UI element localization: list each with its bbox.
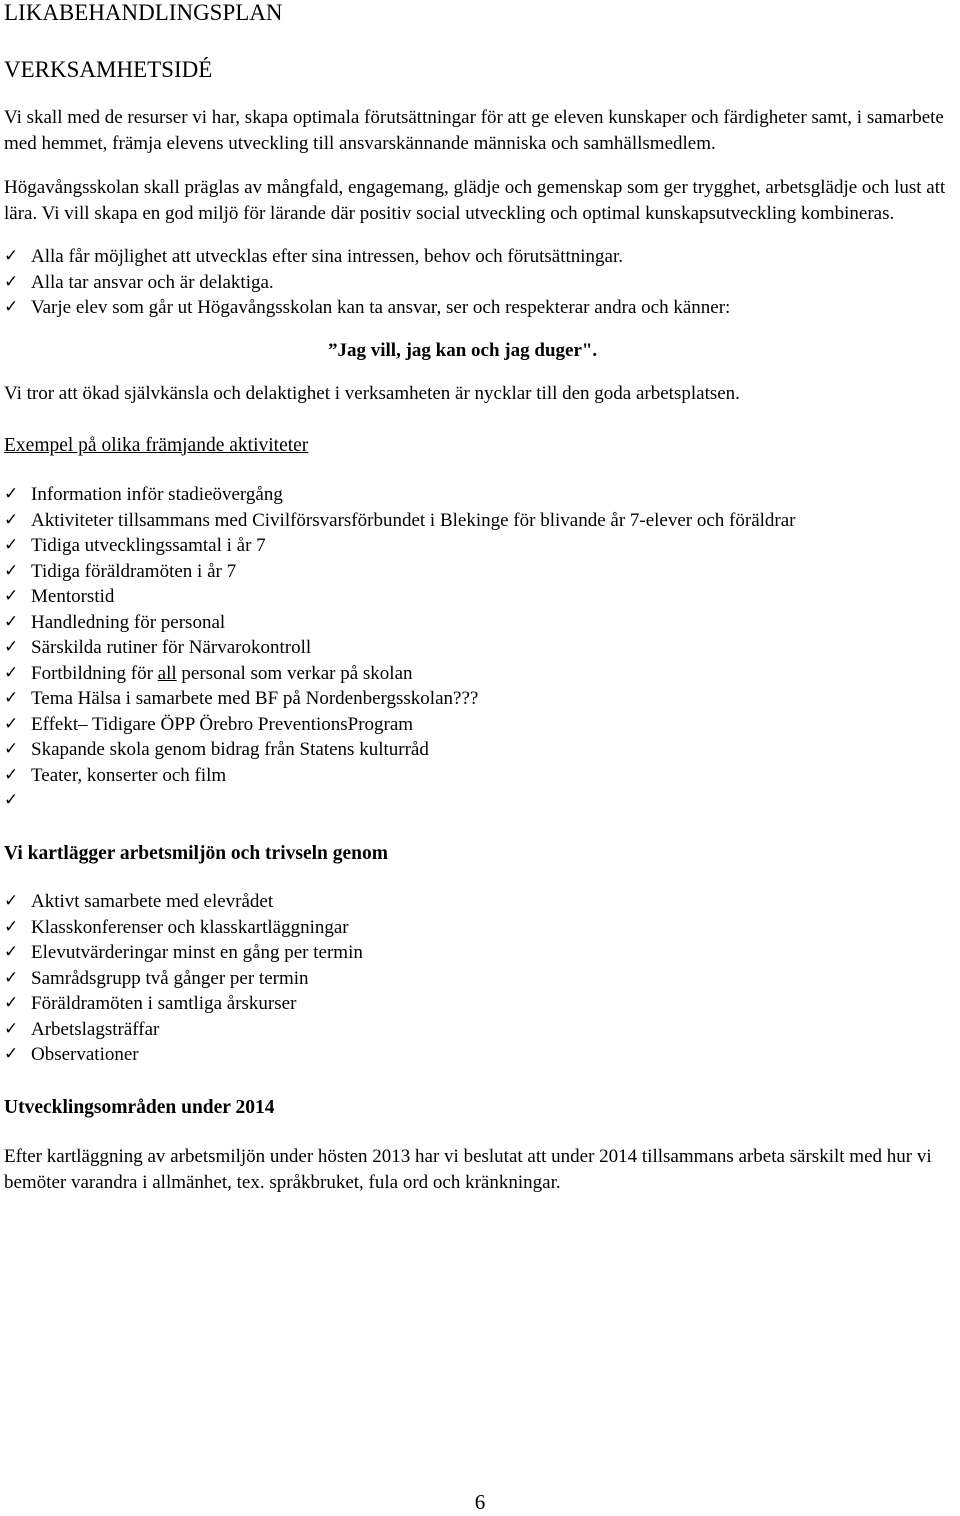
list-item: ✓ Arbetslagsträffar [4, 1017, 956, 1043]
checkmark-icon: ✓ [4, 297, 19, 317]
list-item: ✓ Alla får möjlighet att utvecklas efter sina intressen, behov och förutsättningar. [4, 244, 956, 270]
checkmark-icon: ✓ [4, 942, 19, 962]
vision-paragraph: Högavångsskolan skall präglas av mångfald, engagemang, glädje och gemenskap som ger trygghet, arbetsglädje och lust att lära. Vi vill skapa en god miljö för lärande där positiv social utveckling och optimal kunskapsutveckling kombineras. [4, 177, 946, 224]
list-item: ✓ Elevutvärderingar minst en gång per termin [4, 940, 956, 966]
checkmark-icon: ✓ [4, 484, 19, 504]
checkmark-icon: ✓ [4, 916, 19, 937]
checkmark-icon: ✓ [4, 271, 19, 292]
activities-list [4, 482, 956, 814]
document-page [4, 0, 956, 1195]
section-title-verksamhetside: VERKSAMHETSIDÉ [4, 57, 213, 82]
list-item: ✓ Aktiviteter tillsammans med Civilförsvarsförbundet i Blekinge för blivande år 7-elever och föräldrar [4, 508, 956, 534]
list-item: ✓ Samrådsgrupp två gånger per termin [4, 966, 956, 992]
checkmark-icon: ✓ [4, 1044, 19, 1064]
list-item: ✓ Fortbildning för all personal som verkar på skolan [4, 661, 956, 687]
list-item: ✓ Särskilda rutiner för Närvarokontroll [4, 635, 956, 661]
page-number: 6 [474, 1490, 486, 1514]
development-heading: Utvecklingsområden under 2014 [4, 1096, 275, 1118]
list-item: ✓ Effekt– Tidigare ÖPP Örebro PreventionsProgram [4, 712, 956, 738]
motto-quote: ”Jag vill, jag kan och jag duger". [328, 339, 598, 361]
development-paragraph: Efter kartläggning av arbetsmiljön under hösten 2013 har vi beslutat att under 2014 tillsammans arbeta särskilt med hur vi bemöter varandra i allmänhet, tex. språkbruket, fula ord och kränkningar. [4, 1146, 932, 1193]
list-item: ✓ Teater, konserter och film [4, 763, 956, 789]
list-item: ✓ Tema Hälsa i samarbete med BF på Nordenbergsskolan??? [4, 686, 956, 712]
intro-paragraph: Vi skall med de resurser vi har, skapa optimala förutsättningar för att ge eleven kunskaper och färdigheter samt, i samarbete med hemmet, främja elevens utveckling till ansvarskännande människa och samhällsmedlem. [4, 107, 944, 154]
list-item: ✓ Föräldramöten i samtliga årskurser [4, 991, 956, 1017]
list-item: ✓ Klasskonferenser och klasskartläggningar [4, 915, 956, 941]
checkmark-icon: ✓ [4, 509, 19, 530]
list-item: ✓ Handledning för personal [4, 610, 956, 636]
checkmark-icon: ✓ [4, 967, 19, 988]
checkmark-icon: ✓ [4, 764, 19, 785]
checkmark-icon: ✓ [4, 586, 19, 606]
list-item: ✓ Alla tar ansvar och är delaktiga. [4, 270, 956, 296]
belief-paragraph: Vi tror att ökad självkänsla och delaktighet i verksamheten är nycklar till den goda arbetsplatsen. [4, 383, 740, 404]
checkmark-icon: ✓ [4, 688, 19, 708]
list-item: ✓ Aktivt samarbete med elevrådet [4, 889, 956, 915]
list-item: ✓ Tidiga föräldramöten i år 7 [4, 559, 956, 585]
checkmark-icon: ✓ [4, 637, 19, 657]
list-item: ✓ Varje elev som går ut Högavångsskolan kan ta ansvar, ser och respekterar andra och känner: [4, 295, 956, 321]
checkmark-icon: ✓ [4, 713, 19, 734]
checkmark-icon: ✓ [4, 790, 19, 810]
list-item: ✓ Tidiga utvecklingssamtal i år 7 [4, 533, 956, 559]
list-item [4, 788, 956, 814]
survey-heading: Vi kartlägger arbetsmiljön och trivseln genom [4, 842, 388, 864]
checkmark-icon: ✓ [4, 662, 19, 683]
list-item: ✓ Information inför stadieövergång [4, 482, 956, 508]
checkmark-icon: ✓ [4, 739, 19, 759]
document-title: LIKABEHANDLINGSPLAN [4, 0, 283, 25]
checkmark-icon: ✓ [4, 246, 19, 266]
checkmark-icon: ✓ [4, 993, 19, 1013]
list-item: ✓ Skapande skola genom bidrag från Statens kulturråd [4, 737, 956, 763]
checkmark-icon: ✓ [4, 611, 19, 632]
list-item: ✓ Mentorstid [4, 584, 956, 610]
survey-list [4, 889, 956, 1068]
list-item: ✓ Observationer [4, 1042, 956, 1068]
checkmark-icon: ✓ [4, 535, 19, 555]
activities-heading: Exempel på olika främjande aktiviteter [4, 434, 309, 456]
checkmark-icon: ✓ [4, 1018, 19, 1039]
checkmark-icon: ✓ [4, 891, 19, 911]
values-list [4, 244, 956, 321]
checkmark-icon: ✓ [4, 560, 19, 581]
